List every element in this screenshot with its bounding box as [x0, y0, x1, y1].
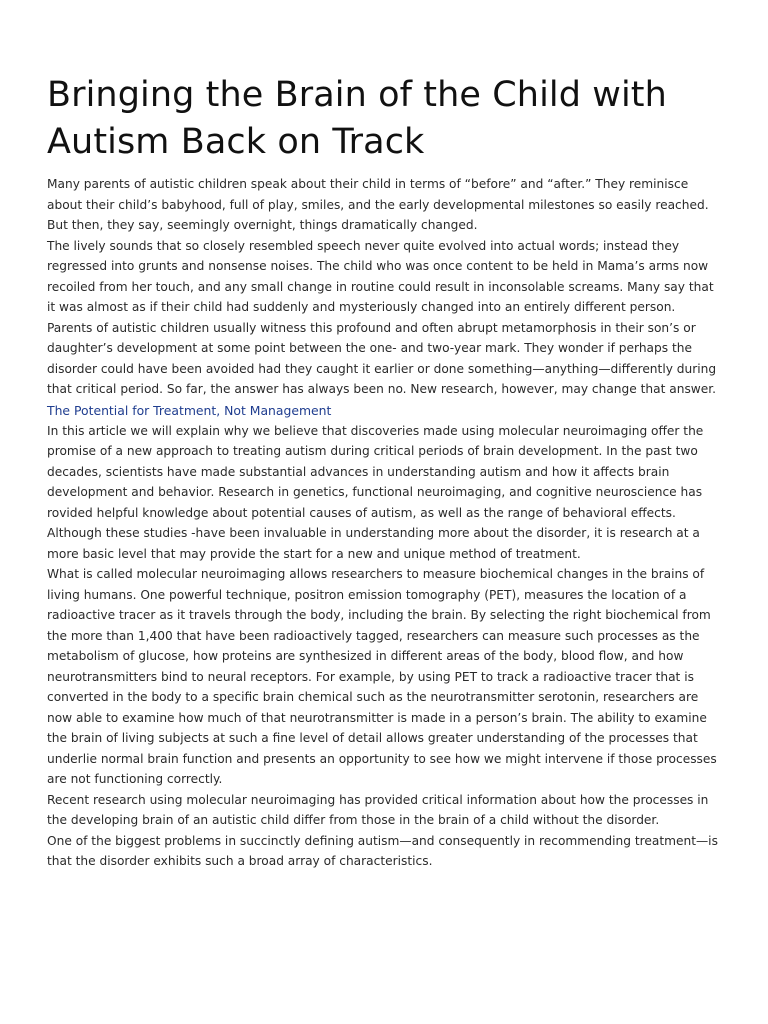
paragraph-section-4: One of the biggest problems in succinctly defining autism—and consequently in recommending treatment—is that the disorder exhibits such a broad array of characteristics.: [47, 833, 718, 868]
section-heading: The Potential for Treatment, Not Management: [47, 402, 332, 418]
paragraph-intro-2: The lively sounds that so closely resembled speech never quite evolved into actual words; instead they regressed into grunts and nonsense noises. The child who was once content to be held in Mama’s arms now recoiled from her touch, and any small change in routine could result in inconsolable screams. Many say that it was almost as if their child had suddenly and mysteriously changed into an entirely different person.: [47, 238, 714, 314]
document-page: [47, 72, 723, 872]
paragraph-section-1: In this article we will explain why we believe that discoveries made using molecular neuroimaging offer the promise of a new approach to treating autism during critical periods of brain development. In the past two decades, scientists have made substantial advances in understanding autism and how it affects brain development and behavior. Research in genetics, functional neuroimaging, and cognitive neuroscience has rovided helpful knowledge about potential causes of autism, as well as the range of behavioral effects. Although these studies -have been invaluable in understanding more about the disorder, it is research at a more basic level that may provide the start for a new and unique method of treatment.: [47, 423, 704, 561]
paragraph-section-3: Recent research using molecular neuroimaging has provided critical information about how the processes in the developing brain of an autistic child differ from those in the brain of a child without the disorder.: [47, 792, 709, 827]
document-title: Bringing the Brain of the Child with Autism Back on Track: [47, 75, 667, 162]
paragraph-section-2: What is called molecular neuroimaging allows researchers to measure biochemical changes in the brains of living humans. One powerful technique, positron emission tomography (PET), measures the location of a radioactive tracer as it travels through the body, including the brain. By selecting the right biochemical from the more than 1,400 that have been radioactively tagged, researchers can measure such processes as the metabolism of glucose, how proteins are synthesized in different areas of the body, blood flow, and how neurotransmitters bind to neural receptors. For example, by using PET to track a radioactive tracer that is converted in the body to a specific brain chemical such as the neurotransmitter serotonin, researchers are now able to examine how much of that neurotransmitter is made in a person’s brain. The ability to examine the brain of living subjects at such a fine level of detail allows greater understanding of the processes that underlie normal brain function and presents an opportunity to see how we might intervene if those processes are not functioning correctly.: [47, 567, 717, 786]
paragraph-intro-3: Parents of autistic children usually witness this profound and often abrupt metamorphosis in their son’s or daughter’s development at some point between the one- and two-year mark. They wonder if perhaps the disorder could have been avoided had they caught it earlier or done something—anything—differently during that critical period. So far, the answer has always been no. New research, however, may change that answer.: [47, 320, 717, 396]
paragraph-intro-1: Many parents of autistic children speak about their child in terms of “before” and “after.” They reminisce about their child’s babyhood, full of play, smiles, and the early developmental milestones so easily reached. But then, they say, seemingly overnight, things dramatically changed.: [47, 177, 709, 232]
document-body: [47, 174, 723, 872]
